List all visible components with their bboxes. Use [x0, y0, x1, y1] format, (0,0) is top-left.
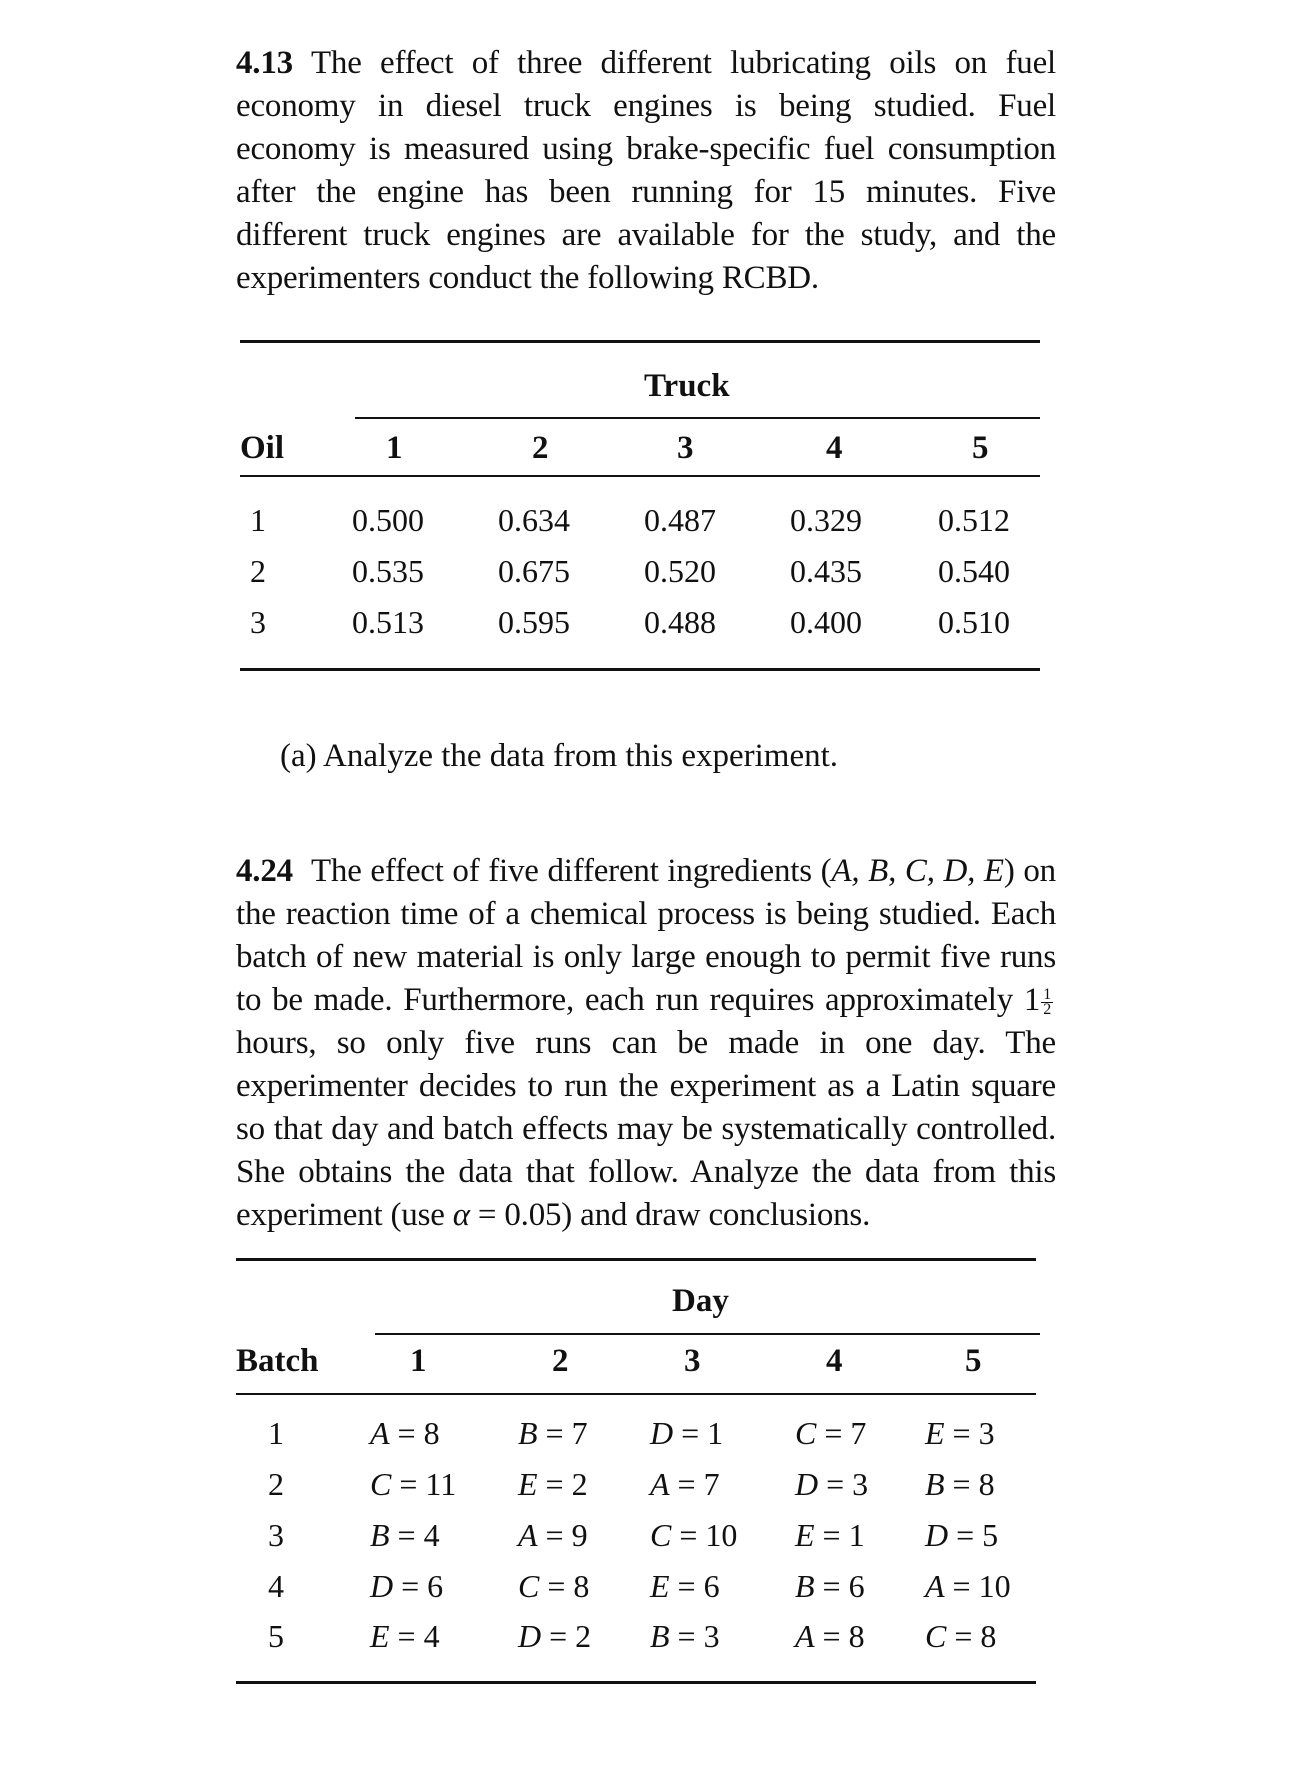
problem-4-24-text: [236, 850, 1056, 1237]
latin-square-cell: [795, 1568, 865, 1605]
ingredient-letter: B: [795, 1568, 815, 1604]
column-header-truck-2: 2: [532, 430, 549, 466]
latin-square-cell: [650, 1415, 723, 1452]
table-cell: 0.488: [644, 604, 716, 640]
ingredient-letter: C: [370, 1466, 392, 1502]
latin-group-header-rule: [375, 1333, 1040, 1335]
latin-square-cell: [925, 1568, 1011, 1605]
table-cell: 0.540: [938, 553, 1010, 589]
alpha-symbol: α: [452, 1197, 470, 1233]
column-header-truck-1: 1: [386, 430, 403, 466]
table-cell: 0.535: [352, 553, 424, 589]
latin-square-cell: [650, 1517, 737, 1554]
statement-part-2: ) on the reaction time of a chemical process is being studied. Each batch of new material is only large enough to permit five runs to be made. Furthermore, each run requires approximately 1: [236, 853, 1056, 1018]
latin-square-cell: [795, 1466, 868, 1503]
column-header-truck-3: 3: [677, 430, 694, 466]
reaction-time-value: = 2: [545, 1466, 588, 1502]
reaction-time-value: = 1: [822, 1517, 865, 1553]
row-label-batch-5: 5: [268, 1618, 284, 1654]
ingredient-letter: A: [370, 1415, 390, 1451]
column-header-day-3: 3: [684, 1343, 701, 1379]
latin-square-cell: [650, 1618, 720, 1655]
latin-square-cell: [518, 1517, 588, 1554]
row-label-oil-3: 3: [250, 604, 266, 640]
table-cell: 0.487: [644, 502, 716, 538]
ingredient-letter: B: [925, 1466, 945, 1502]
latin-square-cell: [795, 1618, 865, 1655]
latin-square-cell: [518, 1415, 588, 1452]
table-cell: 0.634: [498, 502, 570, 538]
reaction-time-value: = 7: [824, 1415, 867, 1451]
header-bottom-rule: [240, 475, 1040, 477]
column-header-truck-5: 5: [972, 430, 989, 466]
reaction-time-value: = 8: [822, 1618, 865, 1654]
row-header-batch: Batch: [236, 1343, 319, 1379]
column-header-day-4: 4: [826, 1343, 843, 1379]
statement-part-1: The effect of five different ingredients (: [310, 853, 832, 889]
reaction-time-value: = 8: [952, 1466, 995, 1502]
column-header-day-5: 5: [965, 1343, 982, 1379]
table-bottom-rule: [240, 668, 1040, 671]
latin-square-cell: [370, 1466, 456, 1503]
reaction-time-value: = 10: [952, 1568, 1011, 1604]
table-cell: 0.512: [938, 502, 1010, 538]
latin-table-bottom-rule: [236, 1681, 1036, 1684]
reaction-time-value: = 4: [397, 1618, 440, 1654]
ingredient-letter: C: [795, 1415, 817, 1451]
latin-square-cell: [925, 1466, 995, 1503]
part-a: (a) Analyze the data from this experiment.: [280, 738, 839, 774]
ingredients-list: A, B, C, D, E: [831, 853, 1004, 889]
row-label-oil-1: 1: [250, 502, 266, 538]
fraction-denominator: 2: [1043, 1000, 1051, 1018]
reaction-time-value: = 1: [681, 1415, 724, 1451]
ingredient-letter: D: [925, 1517, 949, 1553]
group-header-day: Day: [672, 1283, 729, 1319]
ingredient-letter: D: [650, 1415, 674, 1451]
latin-square-cell: [795, 1415, 866, 1452]
table-cell: 0.595: [498, 604, 570, 640]
problem-number: 4.13: [236, 45, 293, 81]
reaction-time-value: = 9: [545, 1517, 588, 1553]
reaction-time-value: = 7: [545, 1415, 588, 1451]
row-label-batch-4: 4: [268, 1568, 284, 1604]
latin-square-cell: [370, 1568, 443, 1605]
row-label-batch-3: 3: [268, 1517, 284, 1553]
ingredient-letter: A: [650, 1466, 670, 1502]
problem-statement: The effect of three different lubricating oils on fuel economy in diesel truck engines is being studied. Fuel economy is measured using brake-specific fuel consumption after the engine has been running for 15 minutes. Five different truck engines are available for the study, and the experimenters conduct the following RCBD.: [236, 45, 1056, 296]
reaction-time-value: = 3: [677, 1618, 720, 1654]
alpha-value: = 0.05) and draw conclusions.: [469, 1197, 871, 1233]
latin-square-cell: [925, 1415, 995, 1452]
table-cell: 0.400: [790, 604, 862, 640]
table-cell: 0.500: [352, 502, 424, 538]
group-header-rule: [355, 417, 1040, 419]
ingredient-letter: B: [370, 1517, 390, 1553]
reaction-time-value: = 4: [397, 1517, 440, 1553]
latin-square-cell: [650, 1466, 720, 1503]
table-cell: 0.520: [644, 553, 716, 589]
latin-table-top-rule: [236, 1258, 1036, 1261]
group-header-truck: Truck: [644, 368, 730, 404]
reaction-time-value: = 3: [952, 1415, 995, 1451]
latin-square-cell: [925, 1618, 996, 1655]
latin-square-cell: [370, 1415, 440, 1452]
table-cell: 0.329: [790, 502, 862, 538]
latin-square-cell: [925, 1517, 998, 1554]
table-cell: 0.510: [938, 604, 1010, 640]
column-header-day-2: 2: [552, 1343, 569, 1379]
ingredient-letter: C: [925, 1618, 947, 1654]
latin-square-cell: [518, 1466, 588, 1503]
ingredient-letter: C: [650, 1517, 672, 1553]
latin-square-cell: [370, 1517, 440, 1554]
reaction-time-value: = 3: [826, 1466, 869, 1502]
ingredient-letter: A: [925, 1568, 945, 1604]
latin-square-cell: [650, 1568, 720, 1605]
ingredient-letter: D: [795, 1466, 819, 1502]
ingredient-letter: E: [795, 1517, 815, 1553]
reaction-time-value: = 8: [954, 1618, 997, 1654]
column-header-truck-4: 4: [826, 430, 843, 466]
reaction-time-value: = 6: [401, 1568, 444, 1604]
problem-number: 4.24: [236, 853, 293, 889]
latin-square-cell: [518, 1618, 591, 1655]
ingredient-letter: B: [650, 1618, 670, 1654]
column-header-day-1: 1: [410, 1343, 427, 1379]
ingredient-letter: B: [518, 1415, 538, 1451]
ingredient-letter: C: [518, 1568, 540, 1604]
fraction-one-half: [1041, 985, 1053, 1018]
row-label-batch-2: 2: [268, 1466, 284, 1502]
table-cell: 0.435: [790, 553, 862, 589]
table-cell: 0.675: [498, 553, 570, 589]
ingredient-letter: E: [518, 1466, 538, 1502]
row-header-oil: Oil: [240, 430, 285, 466]
reaction-time-value: = 11: [399, 1466, 457, 1502]
ingredient-letter: A: [795, 1618, 815, 1654]
reaction-time-value: = 5: [956, 1517, 999, 1553]
ingredient-letter: A: [518, 1517, 538, 1553]
statement-part-3: hours, so only five runs can be made in one day. The experimenter decides to run the experiment as a Latin square so that day and batch effects may be systematically controlled. She obtains the data that follow. Analyze the data from this experiment (use: [236, 1025, 1056, 1233]
table-top-rule: [240, 340, 1040, 343]
reaction-time-value: = 6: [822, 1568, 865, 1604]
row-label-batch-1: 1: [268, 1415, 284, 1451]
reaction-time-value: = 2: [549, 1618, 592, 1654]
ingredient-letter: E: [370, 1618, 390, 1654]
ingredient-letter: E: [650, 1568, 670, 1604]
reaction-time-value: = 10: [679, 1517, 738, 1553]
fraction-numerator: 1: [1043, 985, 1051, 1003]
ingredient-letter: D: [370, 1568, 394, 1604]
reaction-time-value: = 6: [677, 1568, 720, 1604]
latin-square-cell: [370, 1618, 440, 1655]
latin-square-cell: [795, 1517, 865, 1554]
reaction-time-value: = 7: [677, 1466, 720, 1502]
latin-header-bottom-rule: [236, 1393, 1036, 1395]
table-cell: 0.513: [352, 604, 424, 640]
problem-4-13-text: [236, 42, 1056, 300]
row-label-oil-2: 2: [250, 553, 266, 589]
ingredient-letter: D: [518, 1618, 542, 1654]
reaction-time-value: = 8: [547, 1568, 590, 1604]
reaction-time-value: = 8: [397, 1415, 440, 1451]
latin-square-cell: [518, 1568, 589, 1605]
ingredient-letter: E: [925, 1415, 945, 1451]
